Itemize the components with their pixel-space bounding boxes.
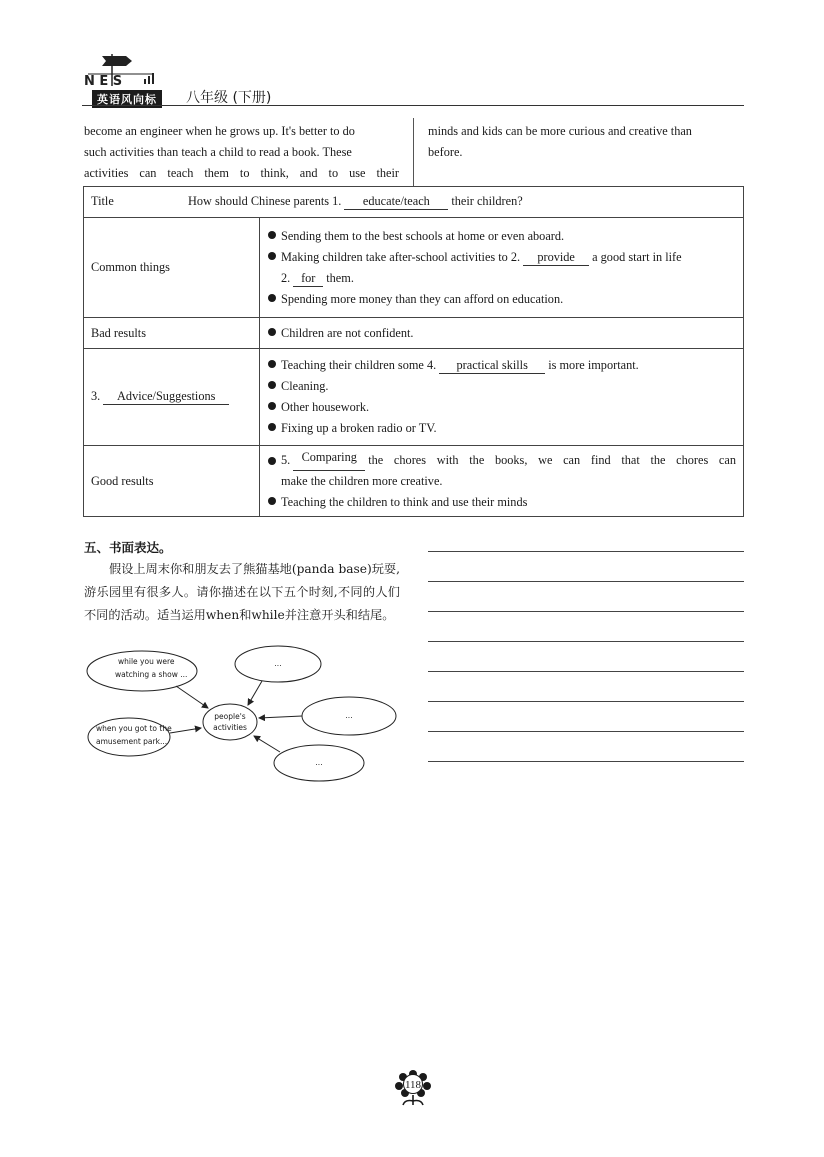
list-item-text: a good start in life <box>592 249 682 264</box>
arrow <box>248 681 262 705</box>
writing-prompt: 假设上周末你和朋友去了熊猫基地(panda base)玩耍,游乐园里有很多人。请你描述在以下五个时刻,不同的人们不同的活动。适当运用when和while并注意开头和结尾。 <box>84 562 400 622</box>
page-number-text: 118 <box>404 1079 422 1091</box>
list-item-text: them. <box>326 270 354 285</box>
good-results-label: Good results <box>84 446 260 517</box>
table-row-good <box>84 446 744 517</box>
bullet-icon <box>268 252 276 260</box>
list-item-text: Other housework. <box>281 400 370 414</box>
arrow <box>254 736 280 752</box>
answer-2b: for <box>293 271 323 287</box>
column-divider <box>413 118 414 186</box>
writing-line[interactable] <box>428 551 744 552</box>
list-item-text: the chores with the books, we can find that the chores can <box>368 452 736 467</box>
list-item <box>268 376 743 397</box>
writing-line[interactable] <box>428 671 744 672</box>
grade-label: 八年级 (下册) <box>186 90 272 106</box>
bullet-icon <box>268 457 276 465</box>
list-item <box>268 323 743 344</box>
summary-table <box>83 186 744 517</box>
list-item <box>268 492 736 513</box>
list-item-text: is more important. <box>548 358 639 372</box>
answer-4: practical skills <box>439 358 545 374</box>
node-text: when you got to the <box>96 724 172 733</box>
list-item-text: Children are not confident. <box>281 325 414 340</box>
center-text: activities <box>213 723 247 732</box>
writing-line[interactable] <box>428 701 744 702</box>
node-text: amusement park... <box>96 737 168 746</box>
center-text: people's <box>214 712 246 721</box>
arrow <box>170 728 201 733</box>
passage-line: such activities than teach a child to read a book. These <box>84 145 352 159</box>
list-item-text: 5. <box>281 452 291 467</box>
passage-left-column <box>84 121 399 184</box>
passage-line: activities can teach them to think, and to use their <box>84 166 399 180</box>
passage-line: before. <box>428 145 463 159</box>
passage-right-column <box>428 121 744 163</box>
logo-letters: N E S <box>84 74 123 86</box>
answer-2: provide <box>523 250 589 266</box>
title-question-prefix: How should Chinese parents 1. <box>188 194 342 208</box>
list-item <box>268 450 736 471</box>
list-item-text: Teaching the children to think and use their minds <box>281 494 528 509</box>
passage-line: minds and kids can be more curious and creative than <box>428 124 692 138</box>
list-item <box>268 289 736 310</box>
writing-line[interactable] <box>428 641 744 642</box>
answer-3: Advice/Suggestions <box>103 389 229 405</box>
table-row-advice <box>84 349 744 446</box>
writing-line[interactable] <box>428 761 744 762</box>
node-text: while you were <box>118 657 175 666</box>
bad-results-label: Bad results <box>84 318 260 349</box>
writing-line[interactable] <box>428 581 744 582</box>
section-title: 五、书面表达。 <box>84 540 172 555</box>
bullet-icon <box>268 402 276 410</box>
title-label: Title <box>91 194 114 208</box>
center-node <box>203 704 257 740</box>
node-text: ... <box>274 659 282 668</box>
advice-number: 3. <box>91 389 101 403</box>
list-item-text: 2. <box>281 270 291 285</box>
list-item <box>268 268 736 289</box>
list-item-text: Making children take after-school activities to 2. <box>281 249 521 264</box>
arrow <box>176 686 208 708</box>
node-text: ... <box>315 758 323 767</box>
list-item-text: Cleaning. <box>281 379 329 393</box>
passage-line: become an engineer when he grows up. It's better to do <box>84 124 355 138</box>
writing-line[interactable] <box>428 611 744 612</box>
bullet-icon <box>268 328 276 336</box>
bullet-icon <box>268 231 276 239</box>
node-text: ... <box>345 711 353 720</box>
common-things-label: Common things <box>84 218 260 318</box>
list-item <box>268 247 736 268</box>
bullet-icon <box>268 423 276 431</box>
list-item-text: make the children more creative. <box>281 473 443 488</box>
node-text: watching a show ... <box>115 670 188 679</box>
arrow <box>259 716 302 718</box>
logo-mark-icon <box>82 52 162 86</box>
table-row-common <box>84 218 744 318</box>
table-row-bad <box>84 318 744 349</box>
bullet-icon <box>268 360 276 368</box>
list-item-text: Teaching their children some 4. <box>281 358 437 372</box>
list-item <box>268 471 736 492</box>
page-number <box>393 1069 433 1107</box>
list-item-text: Sending them to the best schools at home or even aboard. <box>281 228 565 243</box>
answer-5: Comparing <box>293 450 365 471</box>
writing-line[interactable] <box>428 731 744 732</box>
list-item-text: Fixing up a broken radio or TV. <box>281 421 437 435</box>
table-row-title <box>84 187 744 218</box>
series-name: 英语风向标 <box>92 90 162 108</box>
list-item-text: Spending more money than they can afford on education. <box>281 291 564 306</box>
header-divider <box>82 105 744 106</box>
title-question-suffix: their children? <box>451 194 523 208</box>
bullet-icon <box>268 497 276 505</box>
mind-map-diagram <box>82 642 404 786</box>
list-item <box>268 418 743 439</box>
bullet-icon <box>268 294 276 302</box>
list-item <box>268 397 743 418</box>
list-item <box>268 226 736 247</box>
answer-1: educate/teach <box>344 194 448 210</box>
bullet-icon <box>268 381 276 389</box>
list-item <box>268 355 743 376</box>
